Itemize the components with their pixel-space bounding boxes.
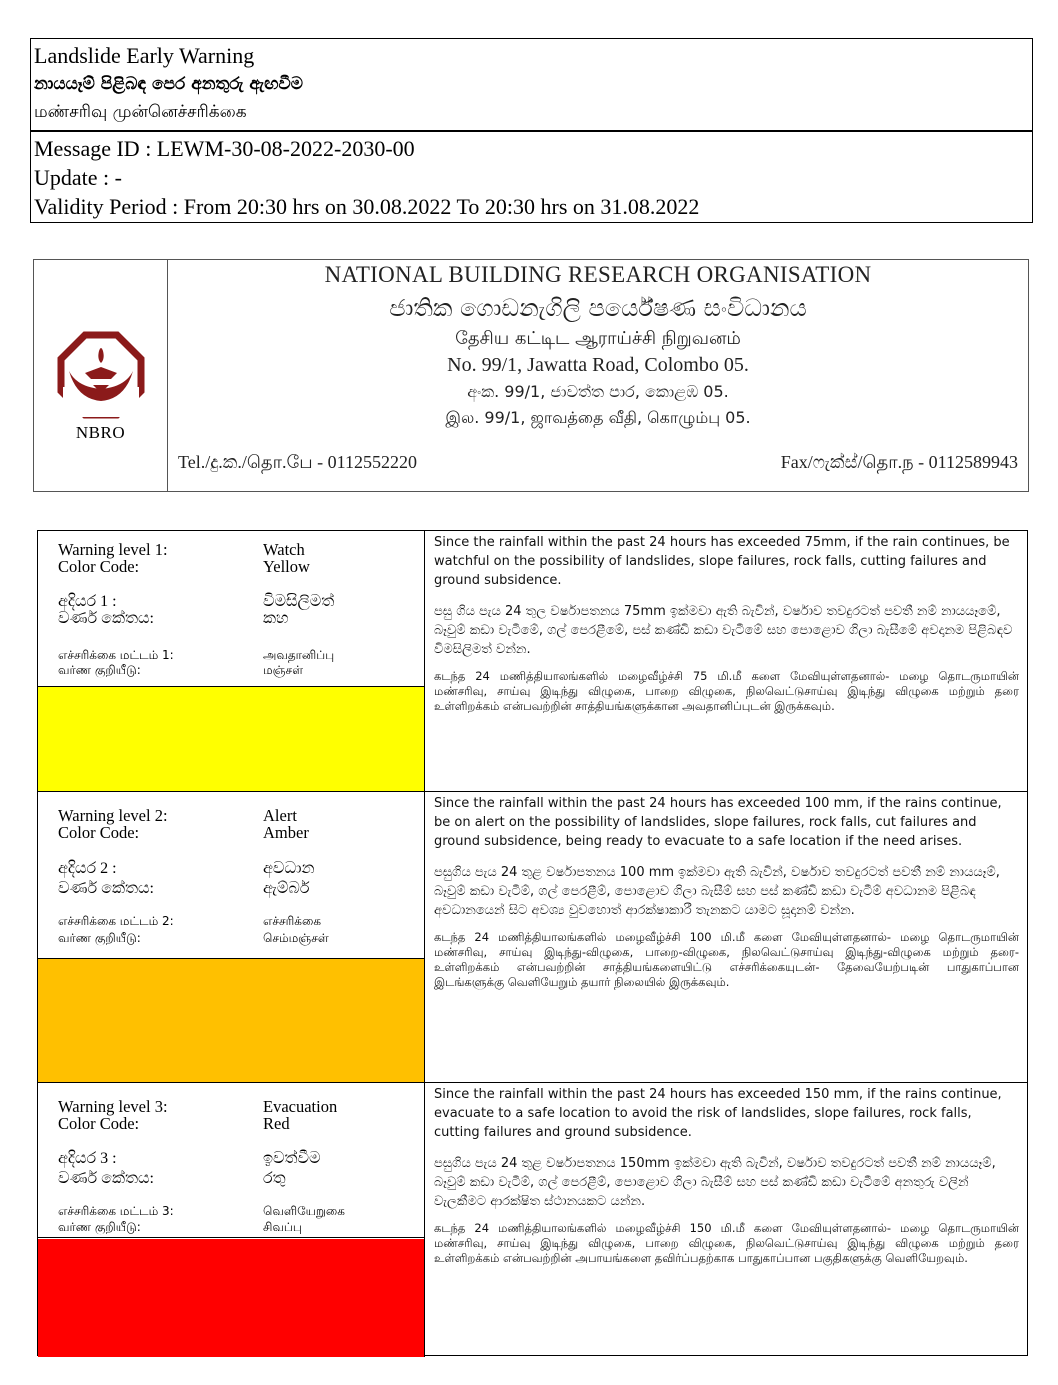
warning-levels-table [37,530,1028,1356]
color-name-si: ඇම්බර් [263,880,310,897]
level-name-en: Evacuation [263,1097,338,1116]
color-code-label-si: වර්ණ කේතය: [58,1170,154,1187]
logo-text: NBRO [75,422,126,442]
color-code-label-si: වර්ණ කේතය: [58,880,154,897]
level-label-en: Warning level 1: [58,540,168,559]
level-name-en: Alert [263,806,297,825]
level-label-ta: எச்சரிக்கை மட்டம் 2: [58,914,174,928]
level-labels [38,792,424,959]
address-tamil: இல. 99/1, ஜாவத்தை வீதி, கொழும்பு 05. [445,408,751,427]
level-name-ta: வெளியேறுகை [263,1204,345,1218]
level-name-en: Watch [263,540,305,559]
color-name-en: Yellow [263,557,310,576]
description-sinhala: පසු ගිය පැය 24 තුල වර්ෂාපතනය 75mm ඉක්මවා ඇති බැවින්, වර්ෂාව තවදුරටත් පවතී නම් නායයෑමේ, බෑවුම් කඩා වැටීමේ, ගල් පෙරළීමේ, පස් කණ්ඩි කඩා වැටීමේ සහ පොළොව ගිලා බැසීමේ අවදානම පිළිබඳව විමසිලිමත් වන්න. [434,604,1013,657]
title-english: Landslide Early Warning [34,43,255,68]
validity-period: Validity Period : From 20:30 hrs on 30.08.2022 To 20:30 hrs on 31.08.2022 [34,194,700,219]
amber-color-swatch [38,959,424,1082]
level-description-cell [426,1083,1027,1357]
level-labels [38,531,424,687]
description-english: Since the rainfall within the past 24 hours has exceeded 100 mm, if the rains continue, be on alert on the possibility of landslides, slope failures, rock falls, cut failures and ground subsidence, being ready to evacuate to a safe location if the need arises. [434,796,1002,849]
level-name-ta: எச்சரிக்கை [263,914,321,928]
warning-level-row [38,792,1027,1083]
color-code-label-ta: வர்ண குறியீடு: [58,663,141,677]
color-name-si: රතු [263,1170,286,1187]
warning-header-box [30,38,1033,223]
color-name-en: Amber [263,823,309,842]
red-color-swatch [38,1239,424,1357]
color-code-label-en: Color Code: [58,1114,140,1133]
update-line: Update : - [34,165,122,190]
description-english: Since the rainfall within the past 24 hours has exceeded 75mm, if the rain continues, be watchful on the possibility of landslides, slope failures, rock falls, cutting failures and ground subsidence. [434,535,1010,588]
level-name-ta: அவதானிப்பு [263,648,335,662]
level-label-si: අදියර 1 : [58,593,117,610]
description-english: Since the rainfall within the past 24 hours has exceeded 150 mm, if the rains continue, evacuate to a safe location to avoid the risk of landslides, slope failures, rock falls, cutting failures and ground subsidence. [434,1087,1002,1140]
fax: Fax/ෆැක්ස්/தொ.ந - 0112589943 [780,452,1018,472]
yellow-color-swatch [38,687,424,791]
color-name-si: කහ [263,610,289,627]
description-tamil: கடந்த 24 மணித்தியாலங்களில் மழைவீழ்ச்சி 75 மி.மீ களை மேவியுள்ளதனால்- மழை தொடருமாயின் மண்சரிவு, சாய்வு இடிந்து விழுகை, பாறை விழுகை, நிலவெட்டுசாய்வு இடிந்து விழுகை மற்றும் தரை உள்ளிறக்கம் என்பவற்றின் சாத்தியங்களுக்கான அவதானிப்புடன் இருக்கவும். [434,669,1019,713]
title-sinhala: නායයෑම් පිළිබඳ පෙර අනතුරු ඇඟවීම [34,74,303,94]
level-label-cell [38,531,425,791]
organisation-name-english: NATIONAL BUILDING RESEARCH ORGANISATION [324,262,872,287]
organisation-name-tamil: தேசிய கட்டிட ஆராய்ச்சி நிறுவனம் [455,328,741,349]
organisation-letterhead [33,259,1029,492]
organisation-info [168,260,1028,491]
level-label-ta: எச்சரிக்கை மட்டம் 3: [58,1204,174,1218]
level-description-cell [426,792,1027,1082]
description-tamil: கடந்த 24 மணித்தியாலங்களில் மழைவீழ்ச்சி 100 மி.மீ களை மேவியுள்ளதனால்- மழை தொடருமாயின் மண்சரிவு, சாய்வு இடிந்து-விழுகை, பாறை-விழுகை, நிலவெட்டுசாய்வு இடிந்து-விழுகை மற்றும் தரை-உள்ளிறக்கம் என்பவற்றின் சாத்தியங்களையிட்டு எச்சரிக்கையுடன்- தேவையேற்படின் பாதுகாப்பான இடங்களுக்கு வெளியேறும் தயார் நிலையில் இருக்கவும். [434,930,1019,989]
level-label-cell [38,792,425,1082]
level-label-si: අදියර 3 : [58,1150,117,1167]
description-sinhala: පසුගිය පැය 24 තුළ වර්ෂාපතනය 100 mm ඉක්මවා ඇති බැවින්, වර්ෂාව තවදුරටත් පවතී නම් නායයෑම්, බෑවුම් කඩා වැටීම්, ගල් පෙරළීම්, පොළොව ගිලා බැසීම් සහ පස් කණ්ඩි කඩා වැටීම් අවධානම පිළිබඳ අවධානයෙන් සිට අවශ්‍ය වුවහොත් ආරක්ෂාකාරී තැනකට යාමට සූදානම් වන්න. [434,865,1000,918]
color-name-ta: செம்மஞ்சள் [263,931,329,945]
color-code-label-ta: வர்ண குறியீடு: [58,931,141,945]
title-tamil: மண்சரிவு முன்னெச்சரிக்கை [34,102,247,122]
color-code-label-si: වර්ණ කේතය: [58,610,154,627]
level-description-cell [426,531,1027,791]
color-code-label-en: Color Code: [58,557,140,576]
warning-level-row [38,1083,1027,1357]
message-id: Message ID : LEWM-30-08-2022-2030-00 [34,136,415,161]
description-tamil: கடந்த 24 மணித்தியாலங்களில் மழைவீழ்ச்சி 150 மி.மீ களை மேவியுள்ளதனால்- மழை தொடருமாயின் மண்சரிவு, சாய்வு இடிந்து விழுகை, பாறை விழுகை, நிலவெட்டுசாய்வு இடிந்து விழுகை மற்றும் தரை உள்ளிறக்கம் என்பவற்றின் அபாயங்களை தவிர்ப்பதற்காக பாதுகாப்பான பகுதிகளுக்கு வெளியேறவும். [434,1221,1019,1265]
message-meta-section [31,132,1032,223]
color-code-label-en: Color Code: [58,823,140,842]
level-label-en: Warning level 3: [58,1097,168,1116]
level-name-si: අවධාන [263,860,315,877]
level-name-si: විමසිලිමත් [263,593,335,610]
color-name-ta: சிவப்பு [263,1220,302,1234]
organisation-name-sinhala: ජාතික ගොඩනැගිලි පර්යේෂණ සංවිධානය [389,294,807,322]
address-english: No. 99/1, Jawatta Road, Colombo 05. [447,354,749,376]
color-name-en: Red [263,1114,290,1133]
address-sinhala: අංක. 99/1, ජාවත්ත පාර, කොළඹ 05. [467,382,729,401]
color-code-label-ta: வர்ண குறியீடு: [58,1220,141,1234]
level-labels [38,1083,424,1238]
level-label-en: Warning level 2: [58,806,168,825]
level-name-si: ඉවත්වීම [263,1150,321,1167]
title-section [31,39,1032,132]
level-label-cell [38,1083,425,1357]
level-label-si: අදියර 2 : [58,860,117,877]
warning-level-row [38,531,1027,792]
logo-cell [34,260,168,491]
color-name-ta: மஞ்சள் [263,663,304,677]
nbro-logo-icon [55,329,147,421]
description-sinhala: පසුගිය පැය 24 තුළ වර්ෂාපතනය 150mm ඉක්මවා ඇති බැවින්, වර්ෂාව තවදුරටත් පවතී නම් නායයෑම්, බෑවුම් කඩා වැටීම්, ගල් පෙරළීම්, පොළොව ගිලා බැසීම් සහ පස් කණ්ඩි කඩා වැටීමේ අනතුරු වලින් වැලකීමට ආරක්ෂිත ස්ථානයකට යන්න. [434,1156,996,1209]
level-label-ta: எச்சரிக்கை மட்டம் 1: [58,648,174,662]
telephone: Tel./දු.ක./தொ.பே - 0112552220 [178,452,417,472]
